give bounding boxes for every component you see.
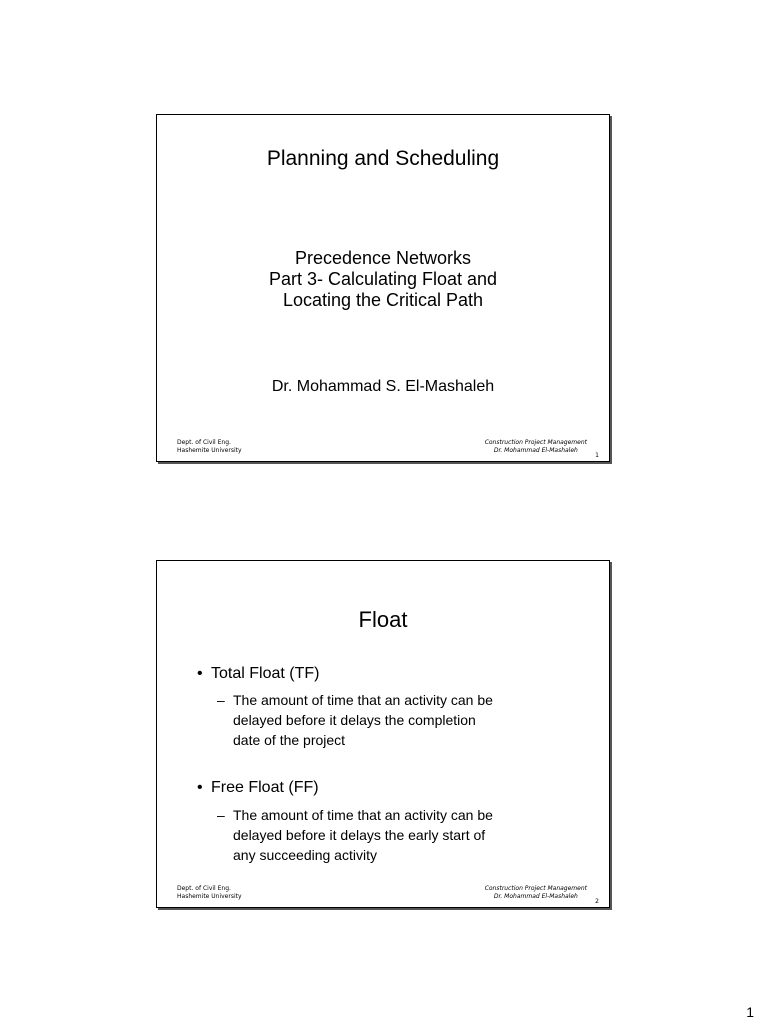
definition-line: The amount of time that an activity can be xyxy=(233,807,493,823)
footer-course: Construction Project Management xyxy=(484,439,587,446)
subtitle-line: Part 3- Calculating Float and xyxy=(268,269,498,289)
slide-subtitle xyxy=(157,248,609,311)
definition-line: delayed before it delays the completion xyxy=(233,712,476,728)
definition-line: delayed before it delays the early start of xyxy=(233,827,486,843)
bullet-free-float xyxy=(197,779,319,797)
bullet-label: Free Float (FF) xyxy=(211,779,319,796)
slide-number: 1 xyxy=(595,452,599,459)
footer-dept: Dept. of Civil Eng. xyxy=(177,885,231,892)
footer-right xyxy=(485,439,587,455)
footer-right xyxy=(485,885,587,901)
free-float-definition xyxy=(217,805,577,865)
dash-icon: – xyxy=(217,807,225,823)
definition-line: any succeeding activity xyxy=(233,847,377,863)
footer-university: Hashemite University xyxy=(177,447,242,454)
page-number: 1 xyxy=(746,1004,754,1020)
slide-number: 2 xyxy=(595,898,599,905)
footer-course: Construction Project Management xyxy=(484,885,587,892)
slide-1 xyxy=(156,114,610,462)
bullet-icon: • xyxy=(197,779,203,796)
bullet-icon: • xyxy=(197,665,203,682)
bullet-label: Total Float (TF) xyxy=(211,665,320,682)
slide-2 xyxy=(156,560,610,908)
slide-title: Planning and Scheduling xyxy=(266,147,500,170)
subtitle-line: Locating the Critical Path xyxy=(282,290,484,310)
footer-left xyxy=(177,439,242,455)
footer-dept: Dept. of Civil Eng. xyxy=(177,439,231,446)
subtitle-line: Precedence Networks xyxy=(294,248,472,268)
footer-left xyxy=(177,885,242,901)
footer-instructor: Dr. Mohammad El-Mashaleh xyxy=(493,447,578,454)
footer-instructor: Dr. Mohammad El-Mashaleh xyxy=(493,893,578,900)
dash-icon: – xyxy=(217,692,225,708)
footer-university: Hashemite University xyxy=(177,893,242,900)
total-float-definition xyxy=(217,690,577,750)
slide-title: Float xyxy=(358,607,408,632)
definition-line: The amount of time that an activity can be xyxy=(233,692,493,708)
definition-line: date of the project xyxy=(233,732,346,748)
slide-author: Dr. Mohammad S. El-Mashaleh xyxy=(271,378,495,395)
bullet-total-float xyxy=(197,665,319,683)
